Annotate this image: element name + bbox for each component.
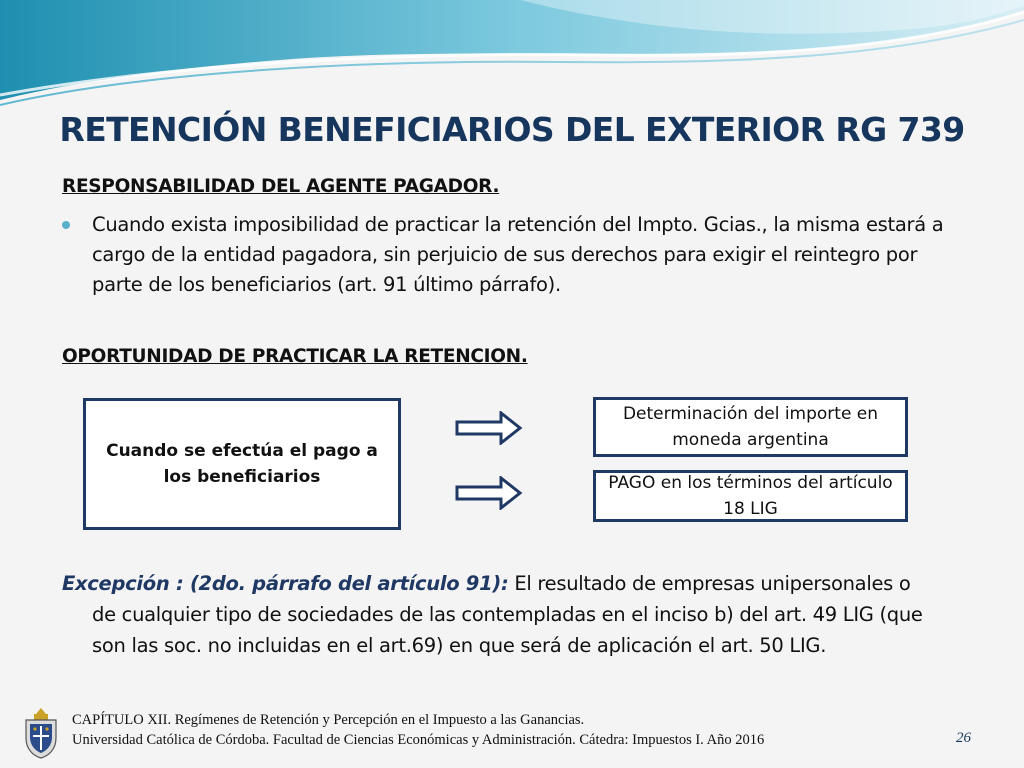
footer-line-2: Universidad Católica de Córdoba. Facultad de Ciencias Económicas y Administración. Cátedra: Impuestos I. Año 2016 (72, 732, 765, 748)
box-determinacion-importe-text: Determinación del importe en moneda argentina (622, 404, 879, 450)
box-determinacion-importe (593, 397, 908, 457)
exception-paragraph (62, 568, 962, 661)
exception-text-rest: de cualquier tipo de sociedades de las contempladas en el inciso b) del art. 49 LIG (que son las soc. no incluidas en el art.69) en que será de aplicación el art. 50 LIG. (92, 603, 923, 657)
page-number: 26 (956, 730, 971, 746)
university-crest-icon (20, 706, 62, 760)
header-wave-decoration (0, 0, 1024, 110)
bullet-item (62, 210, 952, 300)
box-pago-terminos (593, 470, 908, 522)
right-arrow-icon (455, 476, 523, 510)
footer-line-1: CAPÍTULO XII. Regímenes de Retención y Percepción en el Impuesto a las Ganancias. (72, 712, 585, 728)
bullet-icon (62, 221, 70, 229)
section-heading-oportunidad: OPORTUNIDAD DE PRACTICAR LA RETENCION. (62, 346, 528, 367)
section-heading-responsabilidad: RESPONSABILIDAD DEL AGENTE PAGADOR. (62, 176, 500, 197)
right-arrow-icon (455, 411, 523, 445)
exception-label: Excepción : (2do. párrafo del artículo 91): (62, 572, 509, 595)
box-cuando-se-efectua (83, 398, 401, 530)
footer (72, 710, 952, 750)
slide-title: RETENCIÓN BENEFICIARIOS DEL EXTERIOR RG 739 (59, 110, 965, 149)
bullet-text: Cuando exista imposibilidad de practicar la retención del Impto. Gcias., la misma estará a cargo de la entidad pagadora, sin perjuicio de sus derechos para exigir el reintegro por parte de los beneficiarios (art. 91 último párrafo). (92, 213, 944, 296)
box-cuando-se-efectua-text: Cuando se efectúa el pago a los beneficiarios (106, 441, 378, 487)
box-pago-terminos-text: PAGO en los términos del artículo 18 LIG (608, 473, 893, 519)
exception-text-line1: El resultado de empresas unipersonales o (508, 572, 911, 595)
